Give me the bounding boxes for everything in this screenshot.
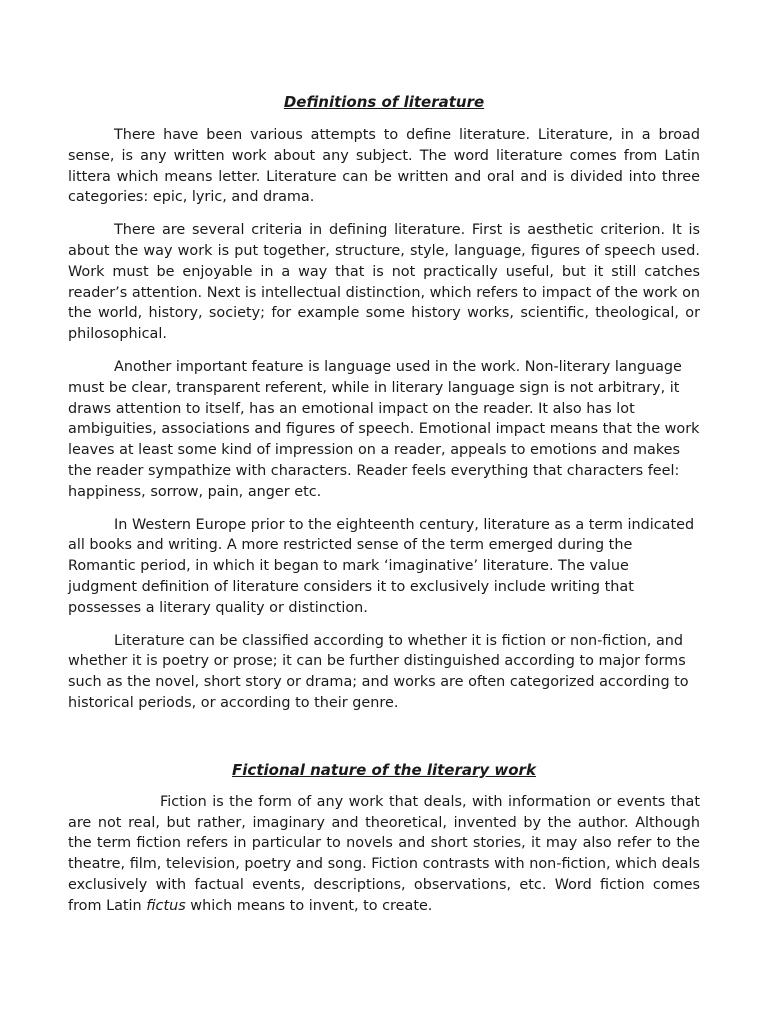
section-heading-definitions: Definitions of literature	[283, 93, 485, 111]
paragraph-fiction-text-start: Fiction is the form of any work that deals, with information or events that are not real, but rather, imaginary and theoretical, invented by the author. Although the term fiction refers in particular to novels and short stories, it may also refer to the theatre, film, television, poetry and song. Fiction contrasts with non-fiction, which deals exclusively with factual events, descriptions, observations, etc. Word fiction comes from Latin	[68, 793, 700, 914]
document-page	[68, 92, 700, 917]
paragraph-fiction-text-end: which means to invent, to create.	[185, 897, 433, 914]
italic-word-fictus: fictus	[146, 897, 186, 914]
paragraph-4: In Western Europe prior to the eighteenth century, literature as a term indicated all books and writing. A more restricted sense of the term emerged during the Romantic period, in which it began to mark ‘imaginative’ literature. The value judgment definition of literature considers it to exclusively include writing that possesses a literary quality or distinction.	[68, 516, 695, 616]
paragraph-3: Another important feature is language used in the work. Non-literary language must be clear, transparent referent, while in literary language sign is not arbitrary, it draws attention to itself, has an emotional impact on the reader. It also has lot ambiguities, associations and figures of speech. Emotional impact means that the work leaves at least some kind of impression on a reader, appeals to emotions and makes the reader sympathize with characters. Reader feels everything that characters feel: happiness, sorrow, pain, anger etc.	[68, 358, 700, 500]
paragraph-1: There have been various attempts to define literature. Literature, in a broad sense, is any written work about any subject. The word literature comes from Latin littera which means letter. Literature can be written and oral and is divided into three categories: epic, lyric, and drama.	[68, 127, 700, 206]
section-heading-fictional-nature: Fictional nature of the literary work	[232, 760, 536, 779]
paragraph-fiction	[68, 792, 700, 917]
paragraph-5: Literature can be classified according to whether it is fiction or non-fiction, and whether it is poetry or prose; it can be further distinguished according to major forms such as the novel, short story or drama; and works are often categorized according to historical periods, or according to their genre.	[68, 632, 689, 711]
paragraph-2: There are several criteria in defining literature. First is aesthetic criterion. It is about the way work is put together, structure, style, language, figures of speech used. Work must be enjoyable in a way that is not practically useful, but it still catches reader’s attention. Next is intellectual distinction, which refers to impact of the work on the world, history, society; for example some history works, scientific, theological, or philosophical.	[68, 222, 700, 343]
